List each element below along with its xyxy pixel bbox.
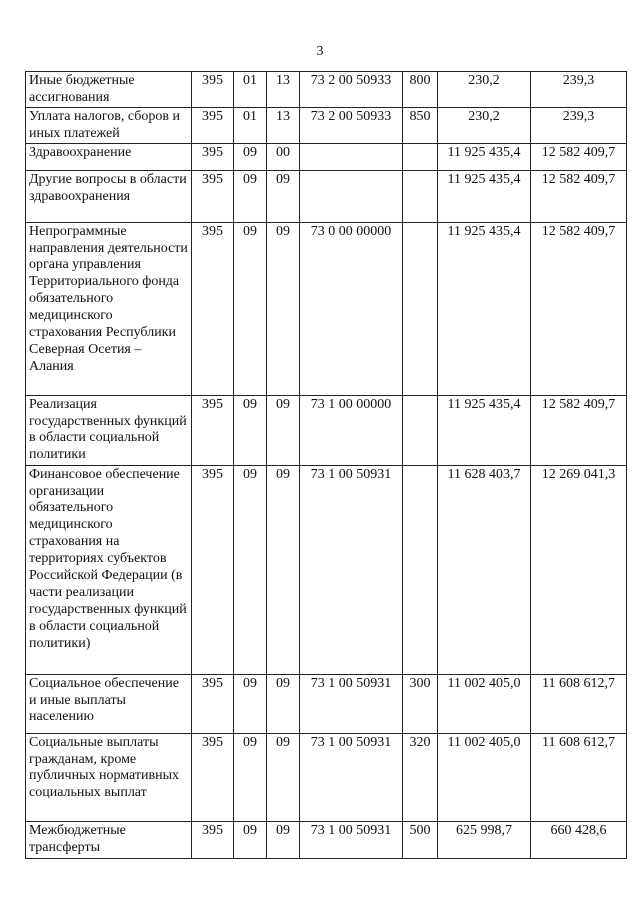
grbs-cell: 395 bbox=[192, 465, 234, 674]
row-name-cell: Межбюджетные трансферты bbox=[26, 821, 192, 858]
amount-year2-cell: 11 608 612,7 bbox=[531, 674, 627, 733]
subsection-cell: 09 bbox=[267, 222, 300, 395]
amount-year1-cell: 625 998,7 bbox=[438, 821, 531, 858]
grbs-cell: 395 bbox=[192, 170, 234, 222]
grbs-cell: 395 bbox=[192, 107, 234, 143]
subsection-cell: 09 bbox=[267, 674, 300, 733]
amount-year2-cell: 12 582 409,7 bbox=[531, 143, 627, 170]
section-cell: 01 bbox=[234, 72, 267, 108]
amount-year2-cell: 239,3 bbox=[531, 72, 627, 108]
row-name-cell: Непрограммные направления деятельности органа управления Территориального фонда обязательного медицинского страхования Республики Северная Осетия – Алания bbox=[26, 222, 192, 395]
amount-year2-cell: 12 269 041,3 bbox=[531, 465, 627, 674]
subsection-cell: 00 bbox=[267, 143, 300, 170]
expense-type-cell: 300 bbox=[403, 674, 438, 733]
expense-type-cell: 500 bbox=[403, 821, 438, 858]
amount-year2-cell: 12 582 409,7 bbox=[531, 395, 627, 465]
section-cell: 09 bbox=[234, 170, 267, 222]
subsection-cell: 09 bbox=[267, 395, 300, 465]
target-article-cell: 73 1 00 50931 bbox=[300, 465, 403, 674]
amount-year2-cell: 11 608 612,7 bbox=[531, 733, 627, 821]
grbs-cell: 395 bbox=[192, 395, 234, 465]
section-cell: 09 bbox=[234, 733, 267, 821]
amount-year1-cell: 11 002 405,0 bbox=[438, 674, 531, 733]
target-article-cell bbox=[300, 170, 403, 222]
table-row bbox=[26, 222, 627, 395]
subsection-cell: 09 bbox=[267, 733, 300, 821]
row-name-cell: Финансовое обеспечение организации обязательного медицинского страхования на территориях субъектов Российской Федерации (в части реализации государственных функций в области социальной политики) bbox=[26, 465, 192, 674]
subsection-cell: 13 bbox=[267, 107, 300, 143]
expense-type-cell bbox=[403, 143, 438, 170]
amount-year2-cell: 12 582 409,7 bbox=[531, 170, 627, 222]
expense-type-cell bbox=[403, 222, 438, 395]
expense-type-cell bbox=[403, 395, 438, 465]
grbs-cell: 395 bbox=[192, 821, 234, 858]
page-number: 3 bbox=[316, 44, 324, 59]
table-row bbox=[26, 72, 627, 108]
amount-year1-cell: 230,2 bbox=[438, 107, 531, 143]
table-row bbox=[26, 465, 627, 674]
table-row bbox=[26, 821, 627, 858]
row-name-cell: Социальные выплаты гражданам, кроме публичных нормативных социальных выплат bbox=[26, 733, 192, 821]
target-article-cell: 73 2 00 50933 bbox=[300, 107, 403, 143]
section-cell: 01 bbox=[234, 107, 267, 143]
section-cell: 09 bbox=[234, 821, 267, 858]
amount-year1-cell: 11 002 405,0 bbox=[438, 733, 531, 821]
grbs-cell: 395 bbox=[192, 143, 234, 170]
amount-year1-cell: 11 925 435,4 bbox=[438, 170, 531, 222]
target-article-cell: 73 1 00 00000 bbox=[300, 395, 403, 465]
table-row bbox=[26, 107, 627, 143]
target-article-cell: 73 1 00 50931 bbox=[300, 674, 403, 733]
subsection-cell: 13 bbox=[267, 72, 300, 108]
section-cell: 09 bbox=[234, 222, 267, 395]
section-cell: 09 bbox=[234, 395, 267, 465]
target-article-cell bbox=[300, 143, 403, 170]
table-row bbox=[26, 143, 627, 170]
row-name-cell: Другие вопросы в области здравоохранения bbox=[26, 170, 192, 222]
section-cell: 09 bbox=[234, 143, 267, 170]
target-article-cell: 73 1 00 50931 bbox=[300, 821, 403, 858]
amount-year1-cell: 11 925 435,4 bbox=[438, 222, 531, 395]
amount-year2-cell: 239,3 bbox=[531, 107, 627, 143]
row-name-cell: Здравоохранение bbox=[26, 143, 192, 170]
amount-year1-cell: 230,2 bbox=[438, 72, 531, 108]
subsection-cell: 09 bbox=[267, 170, 300, 222]
expense-type-cell bbox=[403, 170, 438, 222]
expense-type-cell bbox=[403, 465, 438, 674]
table-row bbox=[26, 395, 627, 465]
table-row bbox=[26, 674, 627, 733]
target-article-cell: 73 2 00 50933 bbox=[300, 72, 403, 108]
amount-year1-cell: 11 925 435,4 bbox=[438, 143, 531, 170]
grbs-cell: 395 bbox=[192, 222, 234, 395]
table-row bbox=[26, 170, 627, 222]
subsection-cell: 09 bbox=[267, 821, 300, 858]
amount-year1-cell: 11 925 435,4 bbox=[438, 395, 531, 465]
subsection-cell: 09 bbox=[267, 465, 300, 674]
row-name-cell: Социальное обеспечение и иные выплаты населению bbox=[26, 674, 192, 733]
expense-type-cell: 800 bbox=[403, 72, 438, 108]
row-name-cell: Иные бюджетные ассигнования bbox=[26, 72, 192, 108]
amount-year2-cell: 12 582 409,7 bbox=[531, 222, 627, 395]
target-article-cell: 73 1 00 50931 bbox=[300, 733, 403, 821]
section-cell: 09 bbox=[234, 465, 267, 674]
budget-table bbox=[25, 71, 627, 859]
section-cell: 09 bbox=[234, 674, 267, 733]
target-article-cell: 73 0 00 00000 bbox=[300, 222, 403, 395]
amount-year1-cell: 11 628 403,7 bbox=[438, 465, 531, 674]
expense-type-cell: 320 bbox=[403, 733, 438, 821]
table-row bbox=[26, 733, 627, 821]
expense-type-cell: 850 bbox=[403, 107, 438, 143]
amount-year2-cell: 660 428,6 bbox=[531, 821, 627, 858]
grbs-cell: 395 bbox=[192, 674, 234, 733]
grbs-cell: 395 bbox=[192, 72, 234, 108]
grbs-cell: 395 bbox=[192, 733, 234, 821]
row-name-cell: Уплата налогов, сборов и иных платежей bbox=[26, 107, 192, 143]
row-name-cell: Реализация государственных функций в области социальной политики bbox=[26, 395, 192, 465]
